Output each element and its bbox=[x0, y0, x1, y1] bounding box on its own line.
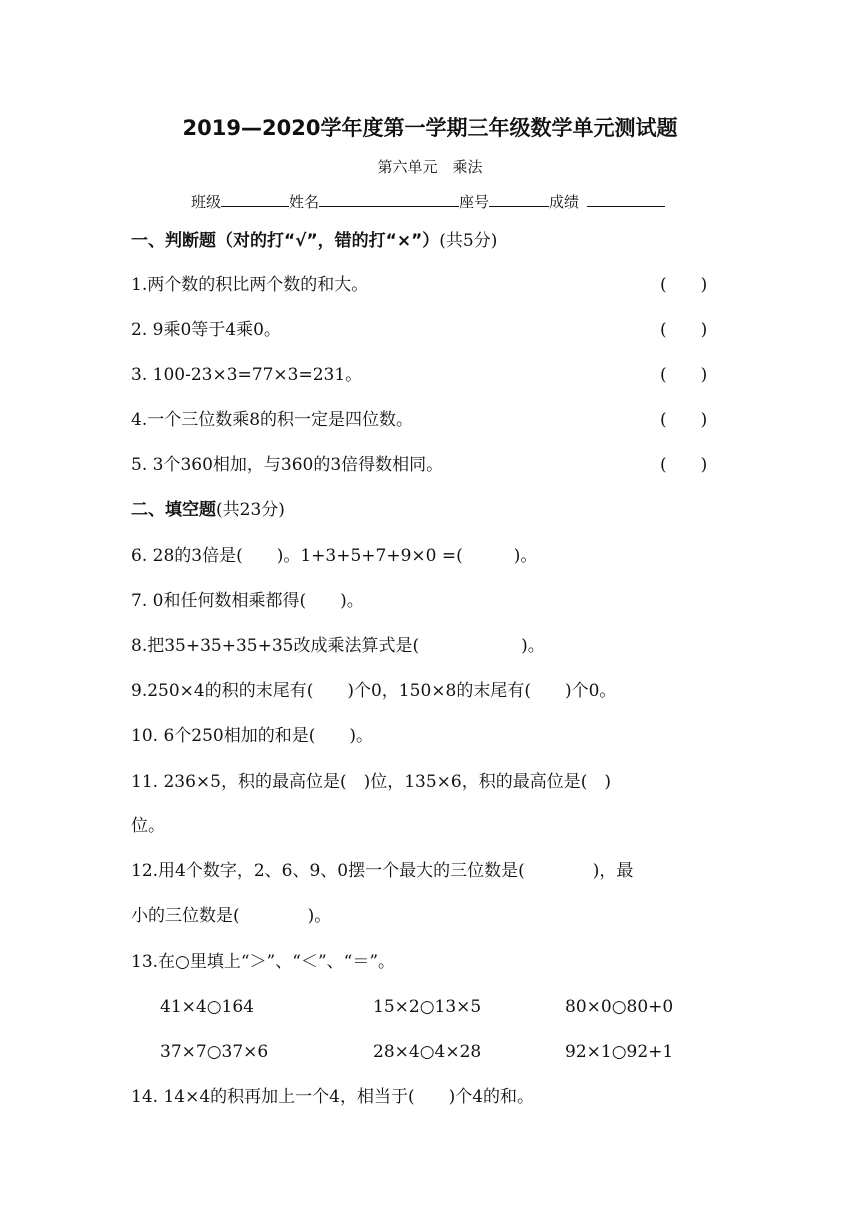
section-2-title: 二、填空题 bbox=[131, 500, 216, 520]
seat-label: 座号 bbox=[459, 193, 490, 211]
question-7: 7. 0和任何数相乘都得( )。 bbox=[131, 591, 364, 611]
answer-paren-2[interactable]: ( ) bbox=[660, 320, 708, 340]
question-6: 6. 28的3倍是( )。1+3+5+7+9×0 =( )。 bbox=[131, 546, 538, 566]
question-10: 10. 6个250相加的和是( )。 bbox=[131, 726, 373, 746]
name-blank bbox=[319, 190, 459, 207]
answer-paren-5[interactable]: ( ) bbox=[660, 455, 708, 475]
student-info-line bbox=[191, 190, 665, 213]
judge-item-5: 5. 3个360相加，与360的3倍得数相同。 bbox=[131, 455, 444, 475]
question-9: 9.250×4的积的末尾有( )个0，150×8的末尾有( )个0。 bbox=[131, 681, 617, 701]
judge-item-2: 2. 9乘0等于4乘0。 bbox=[131, 320, 281, 340]
score-blank bbox=[587, 190, 665, 207]
seat-blank bbox=[489, 190, 549, 207]
judge-item-1: 1.两个数的积比两个数的和大。 bbox=[131, 275, 369, 295]
question-13: 13.在○里填上“＞”、“＜”、“＝”。 bbox=[131, 952, 396, 972]
question-12-line-2: 小的三位数是( )。 bbox=[131, 906, 332, 926]
judge-item-3: 3. 100-23×3=77×3=231。 bbox=[131, 365, 363, 385]
compare-item-5: 28×4○4×28 bbox=[373, 1042, 482, 1062]
score-label: 成绩 bbox=[549, 193, 580, 211]
section-1-points: (共5分) bbox=[439, 231, 498, 251]
answer-paren-4[interactable]: ( ) bbox=[660, 410, 708, 430]
question-11-line-2: 位。 bbox=[131, 816, 165, 836]
section-1-heading bbox=[131, 230, 497, 252]
judge-item-4: 4.一个三位数乘8的积一定是四位数。 bbox=[131, 410, 414, 430]
answer-paren-3[interactable]: ( ) bbox=[660, 365, 708, 385]
section-1-title: 一、判断题（对的打“√”，错的打“×”） bbox=[131, 231, 440, 251]
compare-item-4: 37×7○37×6 bbox=[160, 1042, 269, 1062]
answer-paren-1[interactable]: ( ) bbox=[660, 275, 708, 295]
compare-item-3: 80×0○80+0 bbox=[565, 997, 674, 1017]
compare-item-6: 92×1○92+1 bbox=[565, 1042, 674, 1062]
section-2-points: (共23分) bbox=[216, 500, 285, 520]
question-11-line-1: 11. 236×5，积的最高位是( )位，135×6，积的最高位是( ) bbox=[131, 772, 611, 792]
class-blank bbox=[221, 190, 289, 207]
name-label: 姓名 bbox=[289, 193, 320, 211]
question-8: 8.把35+35+35+35改成乘法算式是( )。 bbox=[131, 636, 545, 656]
class-label: 班级 bbox=[191, 193, 222, 211]
question-12-line-1: 12.用4个数字，2、6、9、0摆一个最大的三位数是( )，最 bbox=[131, 861, 634, 881]
unit-subtitle: 第六单元 乘法 bbox=[377, 158, 483, 176]
question-14: 14. 14×4的积再加上一个4，相当于( )个4的和。 bbox=[131, 1087, 535, 1107]
section-2-heading bbox=[131, 499, 285, 521]
compare-item-2: 15×2○13×5 bbox=[373, 997, 482, 1017]
page-title: 2019—2020学年度第一学期三年级数学单元测试题 bbox=[182, 116, 678, 140]
compare-item-1: 41×4○164 bbox=[160, 997, 254, 1017]
